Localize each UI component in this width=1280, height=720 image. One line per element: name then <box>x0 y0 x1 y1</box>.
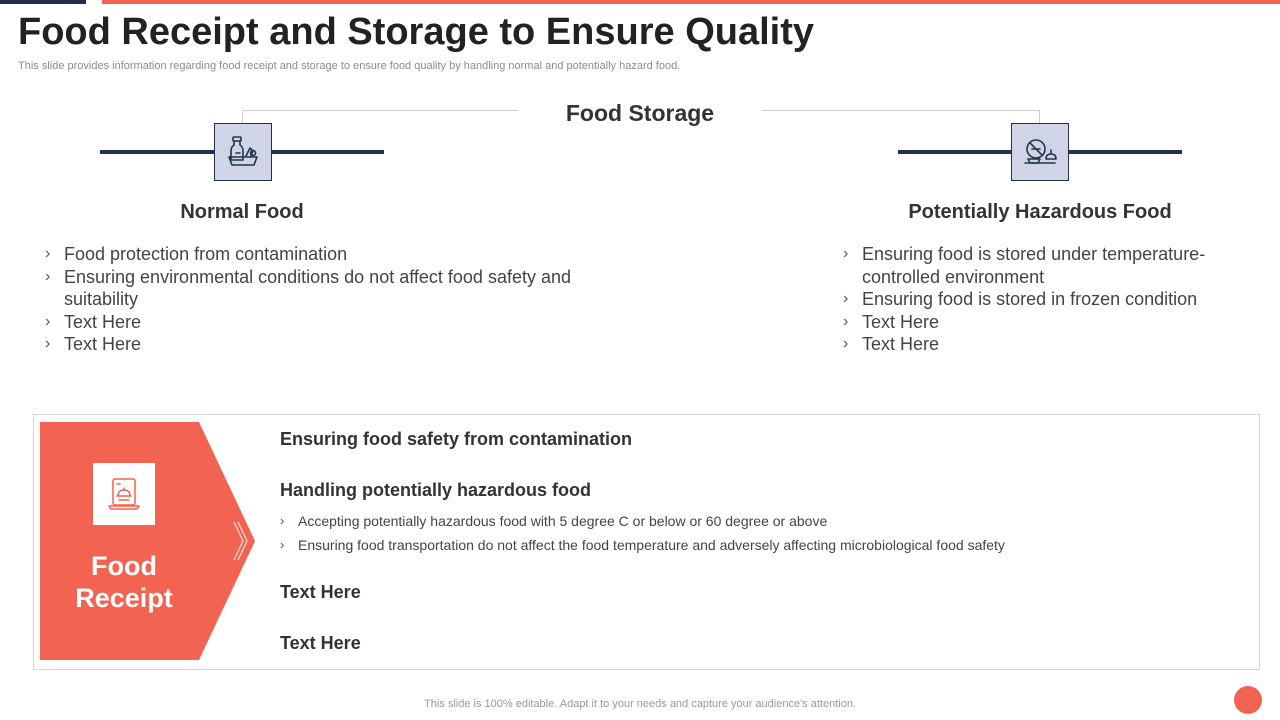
list-item: › Food protection from contamination <box>45 244 348 264</box>
chevron-right-icon: › <box>843 312 849 330</box>
double-chevron-right-icon <box>231 518 249 564</box>
list-item: › Accepting potentially hazardous food with 5 degree C or below or 60 degree or above <box>280 509 1005 533</box>
food-basket-icon <box>224 133 262 171</box>
chevron-right-icon: › <box>280 537 285 552</box>
list-item: › Ensuring food transportation do not affect the food temperature and adversely affecting microbiological food safety <box>280 533 1005 557</box>
list-item: › Ensuring food is stored in frozen condition <box>843 289 1198 309</box>
chevron-right-icon: › <box>843 245 849 262</box>
chevron-right-icon: › <box>843 335 849 352</box>
normal-food-list <box>45 243 585 356</box>
chevron-right-icon: › <box>45 312 51 330</box>
top-accent-bar <box>102 0 1280 4</box>
food-receipt-arrow-shape <box>40 422 256 661</box>
list-item: › Text Here <box>843 334 940 354</box>
food-receipt-title-line1: Food <box>91 551 157 581</box>
list-item: › Text Here <box>843 311 940 332</box>
hazardous-food-icon <box>1021 133 1059 171</box>
hazardous-food-divider-left <box>898 150 1012 154</box>
receipt-heading-text-1: Text Here <box>280 582 361 602</box>
online-food-order-icon <box>106 476 142 512</box>
receipt-heading-text-2: Text Here <box>280 633 361 653</box>
receipt-hazardous-list <box>280 509 1005 557</box>
hazardous-food-list <box>843 243 1235 356</box>
top-accent-bar-dark <box>0 0 86 4</box>
normal-food-divider-left <box>100 150 215 154</box>
normal-food-divider-right <box>271 150 384 154</box>
list-item: › Text Here <box>45 334 142 354</box>
chevron-right-icon: › <box>280 513 285 528</box>
corner-accent-dot <box>1234 686 1262 714</box>
food-receipt-icon-box <box>93 463 155 525</box>
receipt-heading-contamination: Ensuring food safety from contamination <box>280 429 633 449</box>
normal-food-heading: Normal Food <box>180 201 304 223</box>
receipt-heading-hazardous: Handling potentially hazardous food <box>280 480 592 500</box>
chevron-right-icon: › <box>45 245 51 262</box>
food-storage-title: Food Storage <box>565 100 715 126</box>
footer-note: This slide is 100% editable. Adapt it to your needs and capture your audience's attention. <box>424 698 856 710</box>
chevron-right-icon: › <box>45 335 51 352</box>
food-receipt-title <box>44 550 204 614</box>
food-receipt-title-line2: Receipt <box>75 583 173 613</box>
chevron-right-icon: › <box>45 267 51 285</box>
list-item: › Ensuring environmental conditions do not affect food safety and suitability <box>45 266 571 309</box>
page-title: Food Receipt and Storage to Ensure Quality <box>18 11 814 53</box>
hazardous-food-icon-box <box>1011 123 1069 181</box>
connector-right-horizontal <box>762 110 1040 111</box>
list-item: › Text Here <box>45 311 142 332</box>
list-item: › Ensuring food is stored under temperature-controlled environment <box>843 244 1206 287</box>
connector-left-vertical <box>242 110 243 124</box>
connector-left-horizontal <box>242 110 518 111</box>
chevron-right-icon: › <box>843 290 849 307</box>
hazardous-food-heading: Potentially Hazardous Food <box>908 201 1172 223</box>
normal-food-icon-box <box>214 123 272 181</box>
page-subtitle: This slide provides information regarding food receipt and storage to ensure food quality by handling normal and potentially hazard food. <box>18 60 681 72</box>
connector-right-vertical <box>1039 110 1040 124</box>
hazardous-food-divider-right <box>1068 150 1182 154</box>
